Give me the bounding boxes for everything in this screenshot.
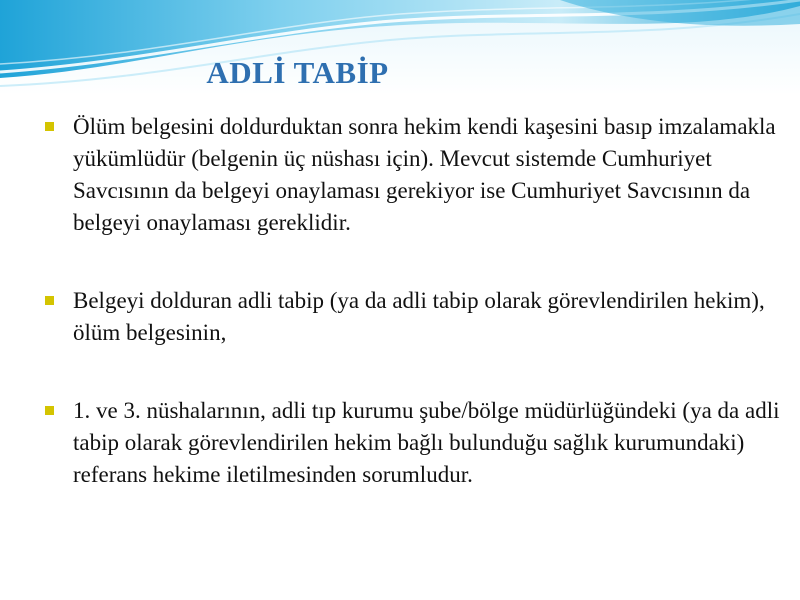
bullet-text: Belgeyi dolduran adli tabip (ya da adli tabip olarak görevlendirilen hekim), ölüm belgesinin, bbox=[73, 288, 765, 345]
bullet-item bbox=[45, 395, 795, 491]
square-bullet-icon bbox=[45, 122, 54, 131]
slide-title: ADLİ TABİP bbox=[206, 55, 389, 90]
bullet-item bbox=[45, 111, 795, 239]
bullet-list bbox=[45, 111, 795, 491]
bullet-item bbox=[45, 285, 795, 349]
square-bullet-icon bbox=[45, 296, 54, 305]
square-bullet-icon bbox=[45, 406, 54, 415]
bullet-text: 1. ve 3. nüshalarının, adli tıp kurumu şube/bölge müdürlüğündeki (ya da adli tabip olarak görevlendirilen hekim bağlı bulunduğu sağlık kurumundaki) referans hekime iletilmesinden sorumludur. bbox=[73, 398, 780, 487]
bullet-text: Ölüm belgesini doldurduktan sonra hekim kendi kaşesini basıp imzalamakla yükümlüdür (belgenin üç nüshası için). Mevcut sistemde Cumhuriyet Savcısının da belgeyi onaylaması gerekiyor ise Cumhuriyet Savcısının da belgeyi onaylaması gereklidir. bbox=[73, 114, 776, 235]
